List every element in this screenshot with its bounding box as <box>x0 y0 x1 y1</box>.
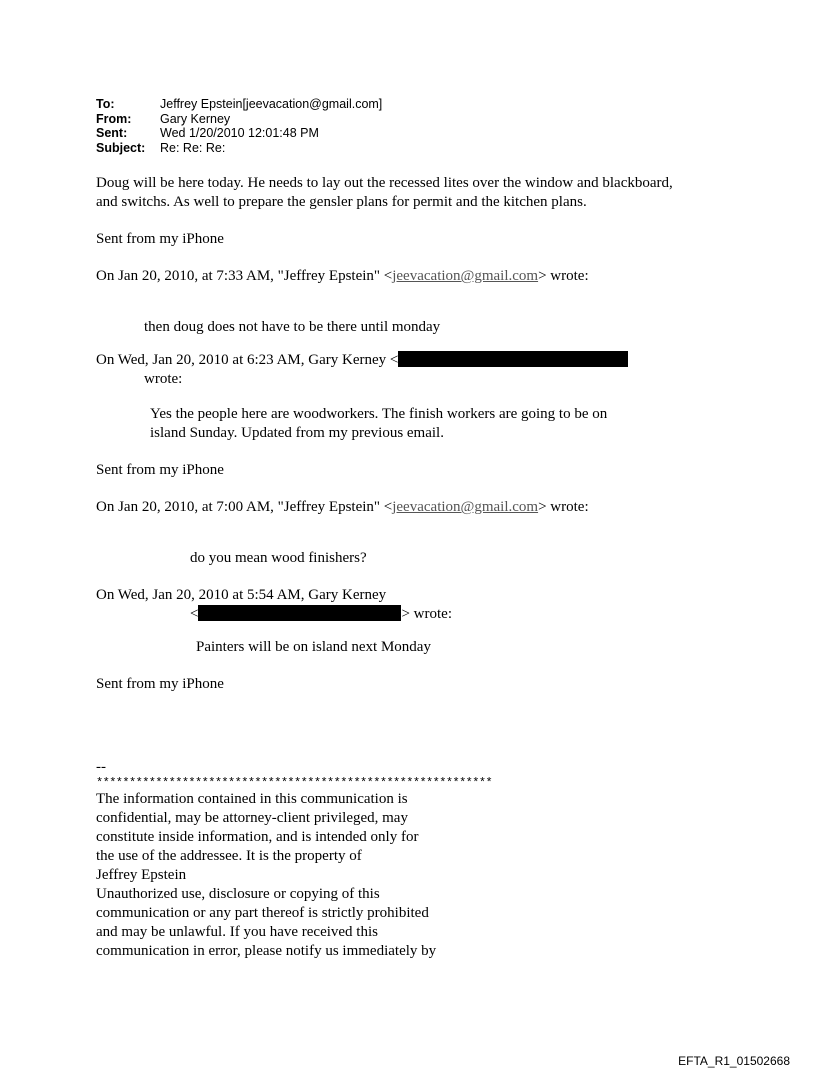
quote-header-3-email-link[interactable]: jeevacation@gmail.com <box>392 499 539 515</box>
disclaimer-line: constitute inside information, and is intended only for <box>96 829 419 845</box>
reply-2-line2: island Sunday. Updated from my previous email. <box>150 425 444 441</box>
confidentiality-notice <box>96 790 476 961</box>
signature-3: Sent from my iPhone <box>96 676 224 692</box>
document-id: EFTA_R1_01502668 <box>678 1054 790 1068</box>
subject-row <box>96 141 382 156</box>
disclaimer-line: confidential, may be attorney-client privileged, may <box>96 810 408 826</box>
quote-header-4-line1: On Wed, Jan 20, 2010 at 5:54 AM, Gary Kerney <box>96 587 387 603</box>
disclaimer-line: communication or any part thereof is strictly prohibited <box>96 905 429 921</box>
disclaimer-stars: ************************************************************ <box>96 776 493 790</box>
disclaimer-line: Unauthorized use, disclosure or copying of this <box>96 886 380 902</box>
subject-value: Re: Re: Re: <box>160 140 226 155</box>
from-value: Gary Kerney <box>160 111 231 126</box>
quote-header-1-email-link[interactable]: jeevacation@gmail.com <box>392 268 539 284</box>
disclaimer-line: the use of the addressee. It is the property of <box>96 848 362 864</box>
disclaimer-line: and may be unlawful. If you have received this <box>96 924 378 940</box>
subject-label: Subject: <box>96 140 146 155</box>
redaction-bar <box>398 351 628 367</box>
quote-header-3-suffix: > wrote: <box>538 499 589 515</box>
reply-1: then doug does not have to be there until monday <box>144 319 441 335</box>
to-label: To: <box>96 97 115 111</box>
email-header <box>96 97 382 155</box>
to-value: Jeffrey Epstein[jeevacation@gmail.com] <box>160 97 383 111</box>
quote-header-1 <box>96 267 796 286</box>
from-label: From: <box>96 111 132 126</box>
signature-1: Sent from my iPhone <box>96 231 224 247</box>
disclaimer-line: Jeffrey Epstein <box>96 867 187 883</box>
quote-header-1-suffix: > wrote: <box>538 268 589 284</box>
message-para1-line1: Doug will be here today. He needs to lay out the recessed lites over the window and blackboard, <box>96 175 673 191</box>
quote-header-2-wrote: wrote: <box>144 371 183 387</box>
redaction-bar <box>198 605 401 621</box>
sent-label: Sent: <box>96 126 128 140</box>
sent-value: Wed 1/20/2010 12:01:48 PM <box>160 126 319 140</box>
quote-header-2-prefix: On Wed, Jan 20, 2010 at 6:23 AM, Gary Kerney < <box>96 352 399 368</box>
email-body <box>96 174 796 961</box>
quote-header-4-open: < <box>190 606 199 622</box>
disclaimer-dashes: -- <box>96 759 106 775</box>
disclaimer-line: communication in error, please notify us immediately by <box>96 943 437 959</box>
from-row <box>96 112 382 127</box>
quote-header-1-prefix: On Jan 20, 2010, at 7:33 AM, "Jeffrey Epstein" < <box>96 268 393 284</box>
quote-header-4-line2 <box>96 605 796 624</box>
quote-header-3 <box>96 498 796 517</box>
message-para1-line2: and switchs. As well to prepare the gensler plans for permit and the kitchen plans. <box>96 194 587 210</box>
to-row <box>96 97 382 112</box>
sent-row <box>96 126 382 141</box>
reply-4: Painters will be on island next Monday <box>196 639 431 655</box>
quote-header-2 <box>96 351 796 370</box>
reply-3: do you mean wood finishers? <box>190 550 367 566</box>
disclaimer-line: The information contained in this communication is <box>96 791 408 807</box>
quote-header-3-prefix: On Jan 20, 2010, at 7:00 AM, "Jeffrey Epstein" < <box>96 499 393 515</box>
quote-header-4-close: > wrote: <box>401 606 452 622</box>
signature-2: Sent from my iPhone <box>96 462 224 478</box>
reply-2-line1: Yes the people here are woodworkers. The finish workers are going to be on <box>150 406 608 422</box>
